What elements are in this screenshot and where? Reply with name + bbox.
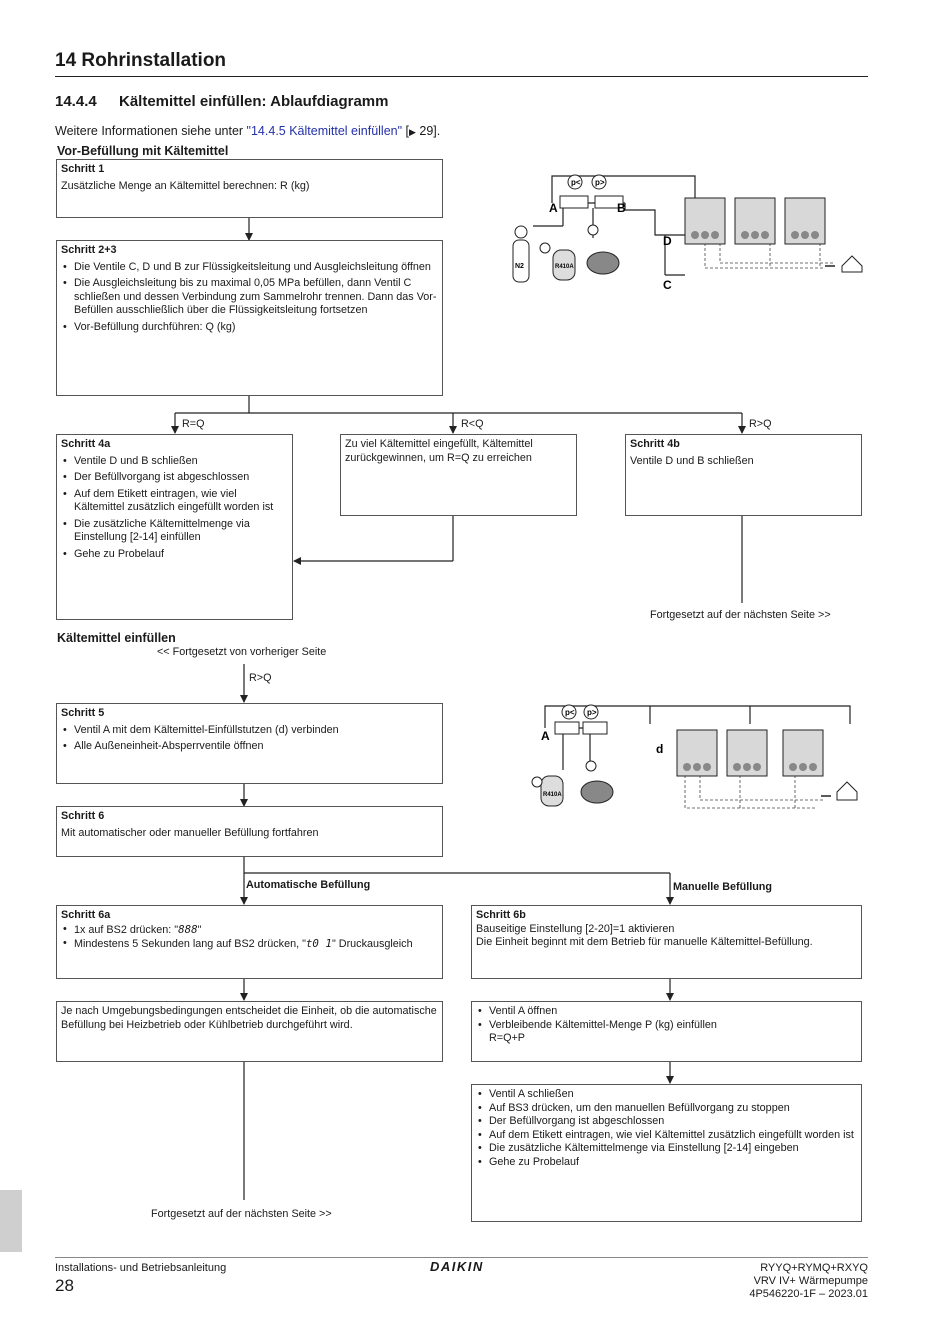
step4b-box bbox=[625, 434, 862, 516]
list-item: • Gehe zu Probelauf bbox=[476, 1156, 857, 1170]
page-thumb-tab bbox=[0, 1190, 22, 1252]
auto-result-box bbox=[56, 1001, 443, 1062]
ref-link[interactable]: "14.4.5 Kältemittel einfüllen" bbox=[246, 124, 403, 138]
step6b-box bbox=[471, 905, 862, 979]
list-item: • Ventil A mit dem Kältemittel-Einfüllstutzen (d) verbinden bbox=[61, 724, 438, 738]
step4a-title: Schritt 4a bbox=[61, 438, 111, 450]
step5-title: Schritt 5 bbox=[61, 707, 105, 719]
step6-box bbox=[56, 806, 443, 857]
step6b-line1: Bauseitige Einstellung [2-20]=1 aktivieren bbox=[476, 922, 675, 935]
recover-text: Zu viel Kältemittel eingefüllt, Kältemittel zurückgewinnen, um R=Q zu erreichen bbox=[345, 438, 533, 464]
list-item: • Die zusätzliche Kältemittelmenge via Einstellung [2-14] einfüllen bbox=[61, 518, 288, 545]
step6a-item2-text: Mindestens 5 Sekunden lang auf BS2 drücken, " bbox=[74, 938, 306, 950]
valve-label-a: A bbox=[549, 201, 558, 215]
step6-title: Schritt 6 bbox=[61, 810, 105, 822]
branch-label-eq: R=Q bbox=[182, 418, 205, 430]
r410a-label-2: R410A bbox=[543, 792, 562, 798]
ref-page: 29]. bbox=[415, 124, 441, 138]
fill-piping-diagram bbox=[525, 700, 870, 820]
display-code-888: 888 bbox=[178, 922, 198, 936]
list-item bbox=[61, 937, 438, 952]
list-item: • Verbleibende Kältemittel-Menge P (kg) einfüllen bbox=[476, 1019, 857, 1033]
valve-label-a-2: A bbox=[541, 729, 550, 743]
step6a-title: Schritt 6a bbox=[61, 909, 111, 921]
list-item: • Ventil A schließen bbox=[476, 1088, 857, 1102]
valve-label-c: C bbox=[663, 278, 672, 292]
list-item: • Der Befüllvorgang ist abgeschlossen bbox=[61, 471, 288, 485]
footer-doc-title: Installations- und Betriebsanleitung bbox=[55, 1262, 227, 1274]
step6b-title: Schritt 6b bbox=[476, 909, 526, 921]
list-item: • Gehe zu Probelauf bbox=[61, 548, 288, 562]
recover-box bbox=[340, 434, 577, 516]
step6a-box bbox=[56, 905, 443, 979]
ref-suffix: [ bbox=[402, 124, 409, 138]
step6a-item1-suffix: " bbox=[197, 923, 202, 936]
valve-label-d: D bbox=[663, 234, 672, 248]
auto-fill-label: Automatische Befüllung bbox=[246, 879, 371, 891]
list-item: • Die zusätzliche Kältemittelmenge via Einstellung [2-14] eingeben bbox=[476, 1142, 857, 1156]
section-heading: Kältemittel einfüllen: Ablaufdiagramm bbox=[119, 93, 389, 110]
continued-next-label: Fortgesetzt auf der nächsten Seite >> bbox=[650, 609, 831, 621]
fill-branch-label: R>Q bbox=[249, 672, 272, 684]
footer-model: RYYQ+RYMQ+RXYQ bbox=[760, 1262, 868, 1274]
manual-fill-label: Manuelle Befüllung bbox=[673, 881, 772, 893]
section-number: 14.4.4 bbox=[55, 93, 97, 110]
list-item: • Die Ventile C, D und B zur Flüssigkeitsleitung und Ausgleichsleitung öffnen bbox=[61, 261, 438, 275]
footer-page-number: 28 bbox=[55, 1276, 74, 1295]
step23-box bbox=[56, 240, 443, 396]
valve-label-b: B bbox=[617, 201, 626, 215]
gauge-high-label: p> bbox=[595, 178, 605, 187]
list-item: • Der Befüllvorgang ist abgeschlossen bbox=[476, 1115, 857, 1129]
manual-box2-list bbox=[476, 1088, 857, 1169]
manual-box1-list bbox=[476, 1005, 857, 1032]
step1-box bbox=[56, 159, 443, 218]
branch-label-gt: R>Q bbox=[749, 418, 772, 430]
step23-title: Schritt 2+3 bbox=[61, 244, 117, 256]
step4a-list bbox=[61, 455, 288, 562]
list-item: • Ventile D und B schließen bbox=[61, 455, 288, 469]
footer-product: VRV IV+ Wärmepumpe bbox=[753, 1275, 868, 1287]
list-item: • Auf dem Etikett eintragen, wie viel Kältemittel zusätzlich eingefüllt worden ist bbox=[476, 1129, 857, 1143]
manual-formula: R=Q+P bbox=[489, 1032, 526, 1044]
step6a-item1-text: 1x auf BS2 drücken: " bbox=[74, 923, 179, 936]
n2-label: N2 bbox=[515, 263, 524, 270]
gauge-low-label: p< bbox=[571, 178, 581, 187]
step23-list bbox=[61, 261, 438, 335]
chapter-title: 14 Rohrinstallation bbox=[55, 50, 227, 71]
branch-label-lt: R<Q bbox=[461, 418, 484, 430]
step6b-line2: Die Einheit beginnt mit dem Betrieb für manuelle Kältemittel-Befüllung. bbox=[476, 936, 813, 948]
list-item: • Ventil A öffnen bbox=[476, 1005, 857, 1019]
continued-next-label-2: Fortgesetzt auf der nächsten Seite >> bbox=[151, 1208, 332, 1220]
manual-box2 bbox=[471, 1084, 862, 1222]
gauge-low-label-2: p< bbox=[565, 708, 575, 717]
step4a-box bbox=[56, 434, 293, 620]
step4b-text: Ventile D und B schließen bbox=[630, 454, 754, 467]
list-item bbox=[61, 923, 438, 938]
r410a-label: R410A bbox=[555, 264, 574, 270]
continued-prev-label: << Fortgesetzt von vorheriger Seite bbox=[157, 646, 327, 658]
list-item: • Vor-Befüllung durchführen: Q (kg) bbox=[61, 321, 438, 335]
charge-port-label-d: d bbox=[656, 742, 664, 756]
step4b-title: Schritt 4b bbox=[630, 438, 680, 450]
display-code-t01: t0 1 bbox=[305, 937, 332, 950]
gauge-high-label-2: p> bbox=[587, 708, 597, 717]
step1-text: Zusätzliche Menge an Kältemittel berechnen: R (kg) bbox=[61, 179, 310, 192]
prefill-piping-diagram bbox=[505, 168, 875, 293]
ref-prefix: Weitere Informationen siehe unter bbox=[55, 124, 247, 138]
footer-rule bbox=[55, 1257, 868, 1258]
fill-title: Kältemittel einfüllen bbox=[57, 631, 176, 645]
step5-box bbox=[56, 703, 443, 784]
manual-box1 bbox=[471, 1001, 862, 1062]
page-arrow-icon: ▶ bbox=[409, 127, 416, 137]
list-item: • Auf dem Etikett eintragen, wie viel Kältemittel zusätzlich eingefüllt worden ist bbox=[61, 488, 288, 515]
prefill-title: Vor-Befüllung mit Kältemittel bbox=[57, 144, 229, 158]
list-item: • Alle Außeneinheit-Absperrventile öffnen bbox=[61, 740, 438, 754]
step1-title: Schritt 1 bbox=[61, 163, 105, 175]
list-item: • Die Ausgleichsleitung bis zu maximal 0,05 MPa befüllen, dann Ventil C schließen und dessen Verbindung zum Sammelrohr trennen. Dann das Vor-Befüllen ausschließlich über die Flüssigkeitsleitung fortsetzen bbox=[61, 277, 438, 318]
footer-doc-code: 4P546220-1F – 2023.01 bbox=[749, 1288, 868, 1300]
step6a-item2-suffix: " Druckausgleich bbox=[331, 938, 413, 950]
step6a-list bbox=[61, 923, 438, 952]
step5-list bbox=[61, 724, 438, 754]
list-item: • Auf BS3 drücken, um den manuellen Befüllvorgang zu stoppen bbox=[476, 1102, 857, 1116]
brand-logo: DAIKIN bbox=[430, 1259, 484, 1274]
auto-result-text: Je nach Umgebungsbedingungen entscheidet die Einheit, ob die automatische Befüllung bei Heizbetrieb oder Kühlbetrieb durchgeführt wird. bbox=[61, 1005, 437, 1031]
step6-text: Mit automatischer oder manueller Befüllung fortfahren bbox=[61, 826, 319, 839]
